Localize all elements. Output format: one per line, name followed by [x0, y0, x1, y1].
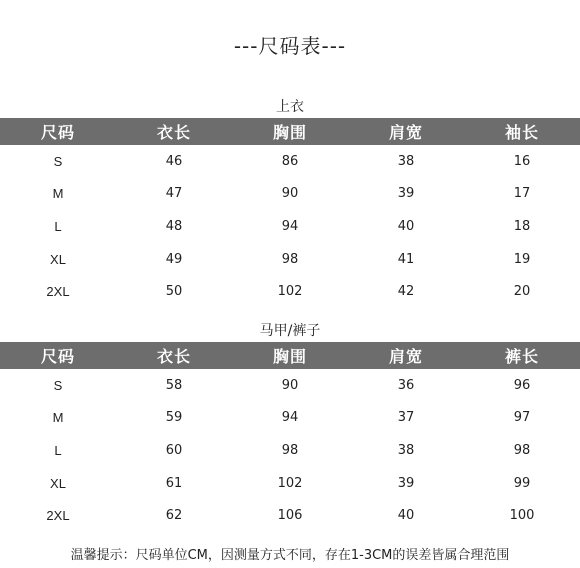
table-cell: 49 [165, 251, 183, 267]
table-cell: M [52, 186, 64, 202]
table-cell: 62 [165, 508, 183, 524]
table-row [0, 243, 580, 276]
section-title-top: 上衣 [276, 99, 304, 115]
table-cell: 37 [397, 410, 415, 426]
table-header-row [0, 342, 580, 369]
column-header: 衣长 [116, 342, 232, 369]
table-cell: 102 [277, 284, 303, 300]
table-cell: XL [50, 251, 66, 267]
table-cell: M [52, 410, 64, 426]
table-cell: 41 [397, 251, 415, 267]
table-cell: 98 [281, 251, 299, 267]
table-cell: S [53, 377, 63, 393]
table-cell: L [54, 442, 62, 458]
table-cell: 2XL [46, 508, 70, 524]
table-cell: 36 [397, 377, 415, 393]
table-cell: 94 [281, 410, 299, 426]
table-cell: 106 [277, 508, 303, 524]
table-cell: 58 [165, 377, 183, 393]
table-cell: 97 [513, 410, 531, 426]
table-cell: 17 [513, 186, 531, 202]
table-cell: 2XL [46, 284, 70, 300]
column-header: 胸围 [232, 342, 348, 369]
table-cell: 102 [277, 475, 303, 491]
table-cell: 39 [397, 186, 415, 202]
table-cell: 60 [165, 442, 183, 458]
column-header: 衣长 [116, 118, 232, 145]
table-cell: 98 [513, 442, 531, 458]
table-cell: 18 [513, 218, 531, 234]
table-cell: 39 [397, 475, 415, 491]
table-row [0, 275, 580, 308]
table-row [0, 178, 580, 211]
table-row [0, 369, 580, 402]
table-cell: 94 [281, 218, 299, 234]
table-cell: 90 [281, 377, 299, 393]
table-row [0, 467, 580, 500]
table-cell: XL [50, 475, 66, 491]
table-cell: 20 [513, 284, 531, 300]
table-cell: 46 [165, 153, 183, 169]
column-header: 尺码 [0, 118, 116, 145]
table-cell: 61 [165, 475, 183, 491]
table-cell: 98 [281, 442, 299, 458]
page-title: ---尺码表--- [233, 34, 347, 58]
table-row [0, 210, 580, 243]
table-cell: 90 [281, 186, 299, 202]
table-cell: L [54, 218, 62, 234]
table-cell: 40 [397, 508, 415, 524]
table-cell: 40 [397, 218, 415, 234]
column-header: 裤长 [464, 342, 580, 369]
column-header: 尺码 [0, 342, 116, 369]
table-cell: 96 [513, 377, 531, 393]
table-row [0, 145, 580, 178]
table-cell: 16 [513, 153, 531, 169]
footnote: 温馨提示：尺码单位CM，因测量方式不同，存在1-3CM的误差皆属合理范围 [70, 548, 510, 563]
size-table-vest-pants [0, 342, 580, 532]
table-cell: 38 [397, 442, 415, 458]
table-cell: 59 [165, 410, 183, 426]
table-cell: 100 [509, 508, 535, 524]
column-header: 肩宽 [348, 118, 464, 145]
table-cell: 50 [165, 284, 183, 300]
table-cell: 38 [397, 153, 415, 169]
table-row [0, 434, 580, 467]
table-header-row [0, 118, 580, 145]
section-title-vest-pants: 马甲/裤子 [259, 323, 321, 339]
table-row [0, 499, 580, 532]
column-header: 肩宽 [348, 342, 464, 369]
table-cell: 48 [165, 218, 183, 234]
table-cell: 99 [513, 475, 531, 491]
column-header: 胸围 [232, 118, 348, 145]
table-cell: 47 [165, 186, 183, 202]
column-header: 袖长 [464, 118, 580, 145]
table-cell: 86 [281, 153, 299, 169]
table-cell: 19 [513, 251, 531, 267]
table-cell: S [53, 153, 63, 169]
table-row [0, 402, 580, 435]
size-table-top [0, 118, 580, 308]
table-cell: 42 [397, 284, 415, 300]
